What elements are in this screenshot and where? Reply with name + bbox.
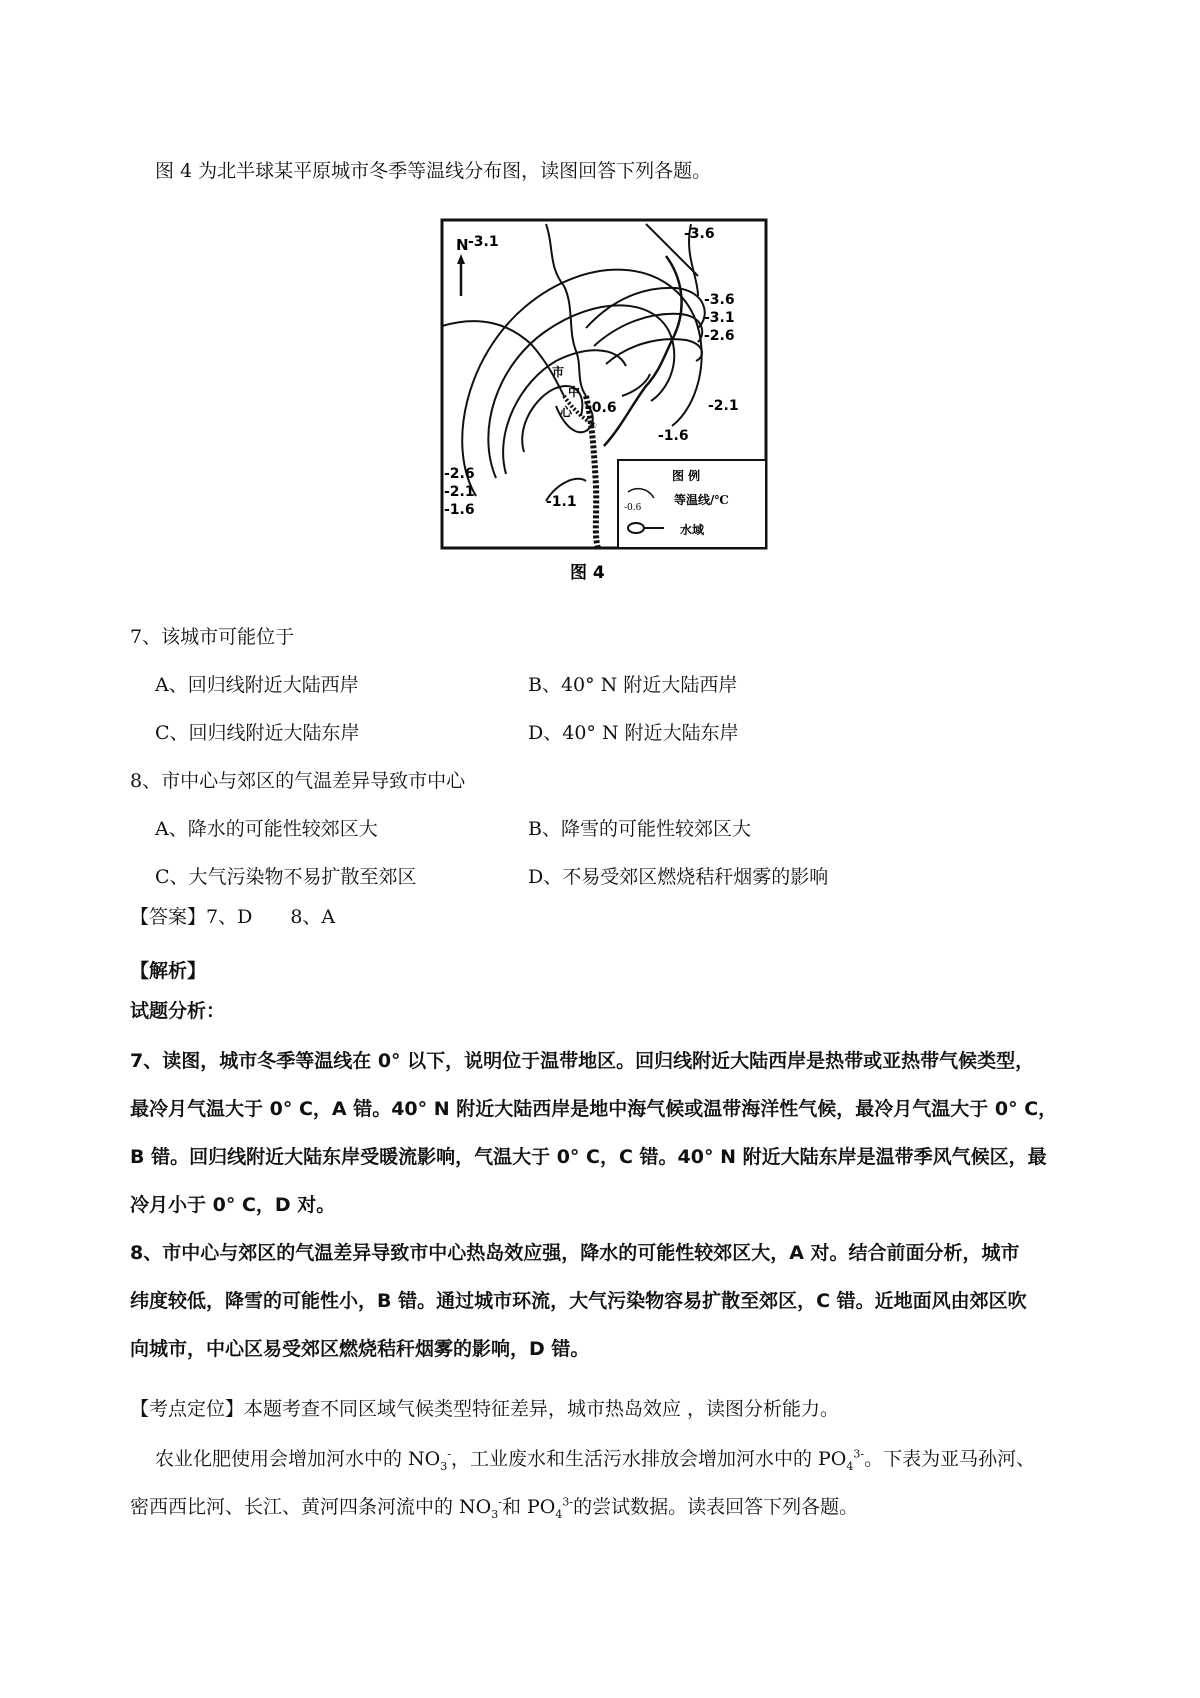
q7-option-d: D、40° N 附近大陆东岸 (528, 722, 739, 744)
intro-paragraph-1: 图 4 为北半球某平原城市冬季等温线分布图，读图回答下列各题。 (155, 160, 712, 182)
analysis-line: B 错。回归线附近大陆东岸受暖流影响，气温大于 0° C，C 错。40° N 附近大陆东岸是温带季风气候区，最 (130, 1146, 1047, 1168)
analysis-line: 8、市中心与郊区的气温差异导致市中心热岛效应强，降水的可能性较郊区大，A 对。结合前面分析，城市 (130, 1242, 1020, 1264)
legend (618, 460, 766, 548)
legend-title: 图 例 (672, 469, 701, 483)
iso-label: -2.1 (444, 484, 475, 500)
isotherm-map-figure (436, 216, 776, 588)
legend-iso-text: 等温线/℃ (674, 493, 729, 507)
q7-option-c: C、回归线附近大陆东岸 (155, 722, 360, 744)
iso-label: -1.1 (546, 494, 577, 510)
answer-line: 【答案】7、D 8、A (130, 906, 336, 928)
analysis-line: 向城市，中心区易受郊区燃烧秸秆烟雾的影响，D 错。 (130, 1338, 590, 1360)
q7-stem: 7、该城市可能位于 (130, 626, 295, 648)
analysis-subtitle: 试题分析： (130, 1000, 226, 1022)
north-label: N (456, 236, 469, 254)
figure-caption: 图 4 (570, 563, 605, 583)
kaodian-line: 【考点定位】本题考查不同区域气候类型特征差异，城市热岛效应 ，读图分析能力。 (130, 1398, 840, 1420)
intro-paragraph-2-line-2: 密西西比河、长江、黄河四条河流中的 $NO_3^-$和 $PO_4^{3-}$的尝试数据。读表回答下列各题。 (130, 1495, 859, 1521)
iso-label: -0.6 (586, 400, 617, 416)
iso-label: -1.6 (658, 428, 689, 444)
iso-label: -3.6 (684, 226, 715, 242)
iso-label: -1.6 (444, 502, 475, 518)
isotherm-map (436, 216, 776, 588)
q8-option-b: B、降雪的可能性较郊区大 (528, 818, 751, 840)
iso-label: -3.6 (704, 292, 735, 308)
analysis-line: 纬度较低，降雪的可能性小，B 错。通过城市环流，大气污染物容易扩散至郊区，C 错。近地面风由郊区吹 (130, 1290, 1027, 1312)
q8-option-c: C、大气污染物不易扩散至郊区 (155, 866, 417, 888)
q7-option-a: A、回归线附近大陆西岸 (155, 674, 359, 696)
analysis-line: 最冷月气温大于 0° C，A 错。40° N 附近大陆西岸是地中海气候或温带海洋性气候，最冷月气温大于 0° C， (130, 1098, 1058, 1120)
iso-label: -2.6 (444, 466, 475, 482)
analysis-line: 冷月小于 0° C，D 对。 (130, 1194, 336, 1216)
q8-option-a: A、降水的可能性较郊区大 (155, 818, 378, 840)
city-label-1: 市 (552, 365, 565, 379)
iso-label: -3.1 (468, 234, 499, 250)
city-label-3: 心 (560, 405, 573, 419)
q7-option-b: B、40° N 附近大陆西岸 (528, 674, 738, 696)
intro-paragraph-2-line-1: 农业化肥使用会增加河水中的 $NO_3^-$，工业废水和生活污水排放会增加河水中的 $PO_4^{3-}$。下表为亚马孙河、 (155, 1447, 1036, 1473)
iso-label: -2.1 (708, 398, 739, 414)
city-label-2: 中 (568, 385, 581, 399)
iso-label: -3.1 (704, 310, 735, 326)
q8-option-d: D、不易受郊区燃烧秸秆烟雾的影响 (528, 866, 829, 888)
q8-stem: 8、市中心与郊区的气温差异导致市中心 (130, 770, 466, 792)
analysis-line: 7、读图，城市冬季等温线在 0° 以下，说明位于温带地区。回归线附近大陆西岸是热带或亚热带气候类型， (130, 1050, 1035, 1072)
legend-iso-value: -0.6 (624, 503, 642, 513)
analysis-title: 【解析】 (130, 960, 207, 982)
iso-label: -2.6 (704, 328, 735, 344)
legend-water-text: 水域 (680, 523, 705, 537)
